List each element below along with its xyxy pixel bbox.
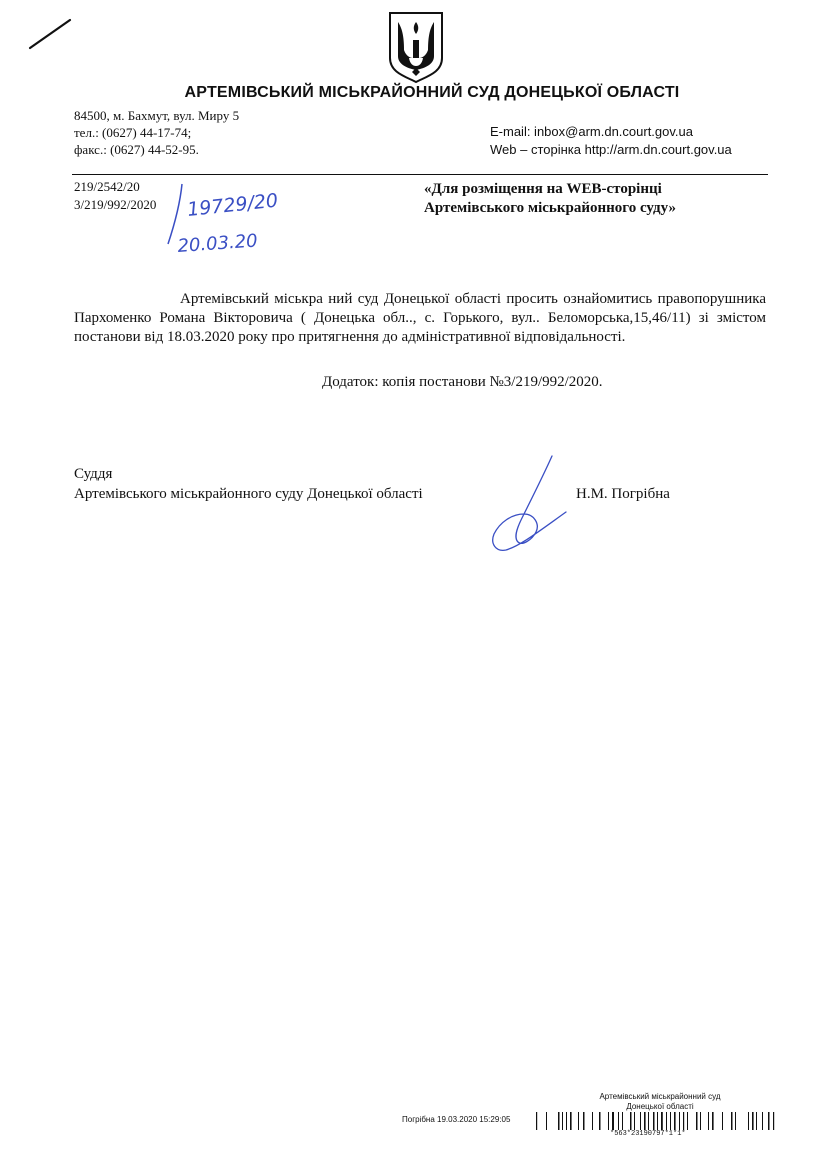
court-title: АРТЕМІВСЬКИЙ МІСЬКРАЙОННИЙ СУД ДОНЕЦЬКОЇ ОБЛАСТІ	[184, 84, 680, 101]
stamp-court-line-2: Донецької області	[626, 1102, 694, 1111]
court-phone: тел.: (0627) 44-17-74;	[74, 125, 192, 140]
case-number-1: 219/2542/20	[74, 179, 140, 194]
judge-title: Суддя	[74, 466, 113, 482]
web-note-line-2: Артемівського міськрайонного суду»	[424, 200, 676, 216]
scan-mark	[28, 18, 72, 50]
web-publication-note	[424, 180, 676, 218]
notice-body	[74, 290, 766, 347]
judge-court: Артемівського міськрайонного суду Донецької області	[74, 486, 423, 502]
header-divider	[72, 174, 768, 175]
case-number-2: 3/219/992/2020	[74, 197, 157, 212]
court-website: Web – сторінка http://arm.dn.court.gov.ua	[490, 142, 732, 157]
court-address: 84500, м. Бахмут, вул. Миру 5	[74, 108, 240, 123]
handwritten-number: 19729/20	[186, 189, 280, 221]
attachment-line: Додаток: копія постанови №3/219/992/2020.	[322, 374, 603, 390]
judge-name: Н.М. Погрібна	[576, 486, 670, 502]
handwritten-registration	[160, 178, 300, 260]
web-note-line-1: «Для розміщення на WEB-сторінці	[424, 181, 662, 197]
barcode-text: *563*23190797*1*1*	[610, 1130, 686, 1138]
handwritten-signature	[486, 452, 570, 556]
stamp-court	[560, 1092, 760, 1112]
notice-paragraph: Артемівський міськра ний суд Донецької області просить ознайомитись правопорушника Пархоменко Романа Вікторовича ( Донецька обл.., с. Горького, вул.. Беломорська,15,46/11) зі змістом постанови від 18.03.2020 року про притягнення до адміністративної відповідальності.	[74, 291, 766, 345]
stamp-court-line-1: Артемівський міськрайонний суд	[599, 1092, 721, 1101]
court-fax: факс.: (0627) 44-52-95.	[74, 142, 199, 157]
handwritten-date: 20.03.20	[176, 230, 259, 257]
court-email: E-mail: inbox@arm.dn.court.gov.ua	[490, 124, 693, 139]
barcode	[536, 1112, 776, 1130]
stamp-signature-info: Погрібна 19.03.2020 15:29:05	[402, 1115, 511, 1124]
trident-emblem-icon	[386, 10, 446, 84]
